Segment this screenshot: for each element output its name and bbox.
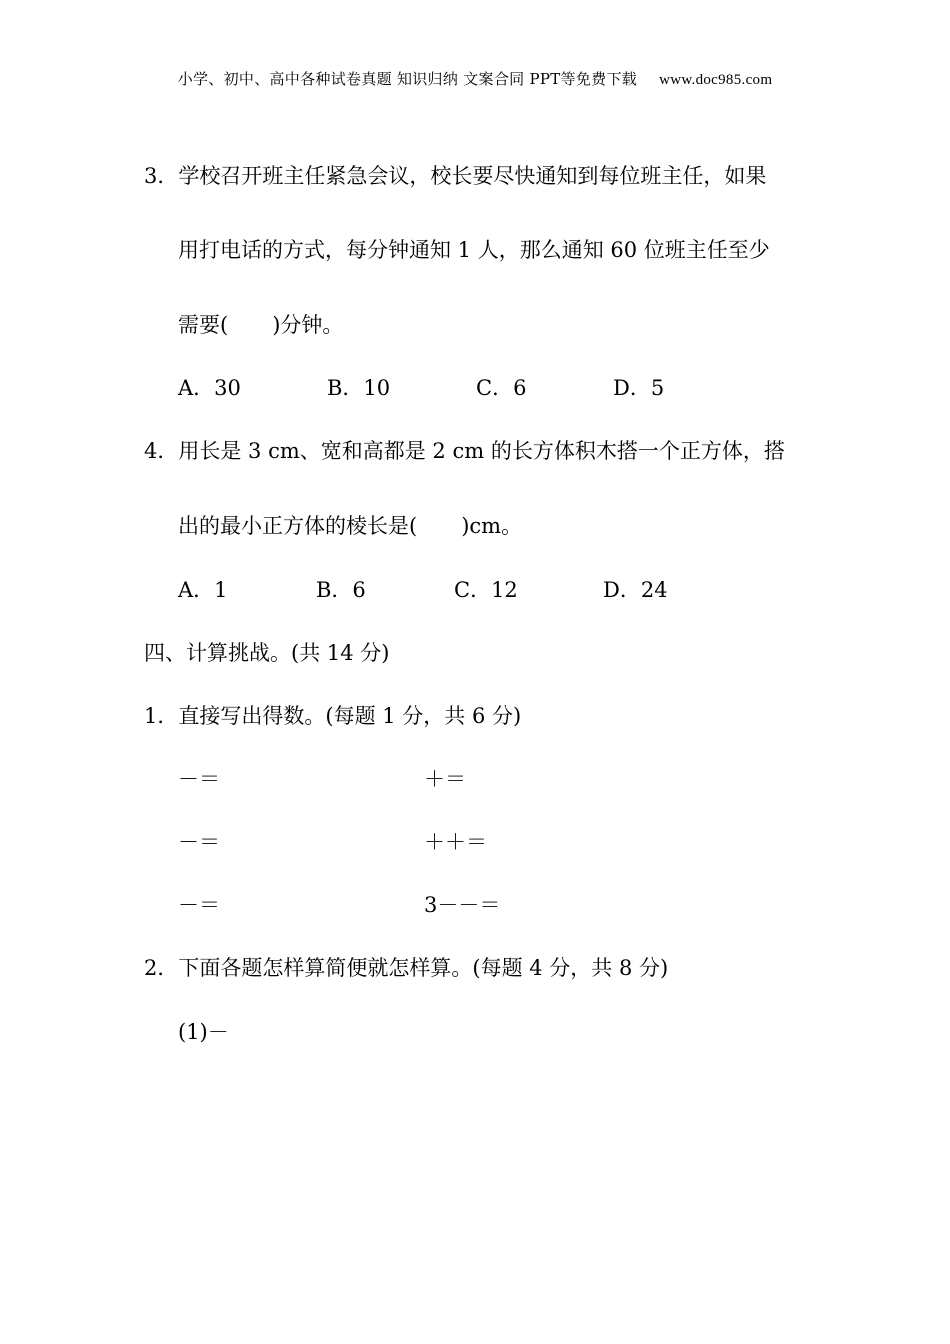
q4-option-d: D．24 bbox=[603, 578, 668, 602]
q3-text3a: 需要( bbox=[178, 313, 229, 337]
calc2-number: 2． bbox=[144, 956, 179, 980]
calc1-item-2: ＋＝ bbox=[424, 767, 466, 791]
header-site: www.doc985.com bbox=[659, 72, 773, 88]
q3-text3b: )分钟。 bbox=[272, 313, 344, 337]
q3-option-d: D．5 bbox=[613, 376, 665, 400]
q4-text2a: 出的最小正方体的棱长是( bbox=[178, 514, 418, 538]
q4-option-b: B．6 bbox=[316, 578, 366, 602]
calc2-title: 下面各题怎样算简便就怎样算。(每题 4 分，共 8 分) bbox=[178, 956, 669, 980]
q4-option-c: C．12 bbox=[454, 578, 518, 602]
section-4-heading: 四、计算挑战。(共 14 分) bbox=[144, 641, 390, 665]
q4-number: 4． bbox=[144, 439, 179, 463]
q4-line1 bbox=[144, 441, 785, 462]
calc1-item-4: ＋＋＝ bbox=[424, 830, 487, 854]
q3-option-c: C．6 bbox=[476, 376, 527, 400]
q4-line2 bbox=[178, 516, 522, 537]
q3-option-b: B．10 bbox=[327, 376, 391, 400]
q3-line2: 用打电话的方式，每分钟通知 1 人，那么通知 60 位班主任至少 bbox=[178, 238, 770, 262]
q3-text1: 学校召开班主任紧急会议，校长要尽快通知到每位班主任，如果 bbox=[178, 164, 767, 188]
calc1-number: 1． bbox=[144, 704, 179, 728]
calc1-item-6: 3－－＝ bbox=[424, 893, 501, 917]
header-text: 小学、初中、高中各种试卷真题 知识归纳 文案合同 PPT等免费下载 bbox=[177, 70, 638, 88]
calc1-heading bbox=[144, 706, 521, 727]
page-header bbox=[0, 68, 950, 89]
q3-line3 bbox=[178, 315, 343, 336]
calc1-item-5: －＝ bbox=[178, 893, 220, 917]
q4-option-a: A．1 bbox=[178, 578, 228, 602]
q3-line1 bbox=[144, 166, 766, 187]
q4-text1: 用长是 3 cm、宽和高都是 2 cm 的长方体积木搭一个正方体，搭 bbox=[178, 439, 785, 463]
q4-text2b: )cm。 bbox=[461, 514, 523, 538]
q3-option-a: A．30 bbox=[178, 376, 241, 400]
calc1-item-3: －＝ bbox=[178, 830, 220, 854]
calc2-heading bbox=[144, 958, 668, 979]
q3-number: 3． bbox=[144, 164, 179, 188]
calc1-title: 直接写出得数。(每题 1 分，共 6 分) bbox=[178, 704, 522, 728]
calc1-item-1: －＝ bbox=[178, 767, 220, 791]
calc2-item-1: (1)－ bbox=[178, 1020, 229, 1044]
